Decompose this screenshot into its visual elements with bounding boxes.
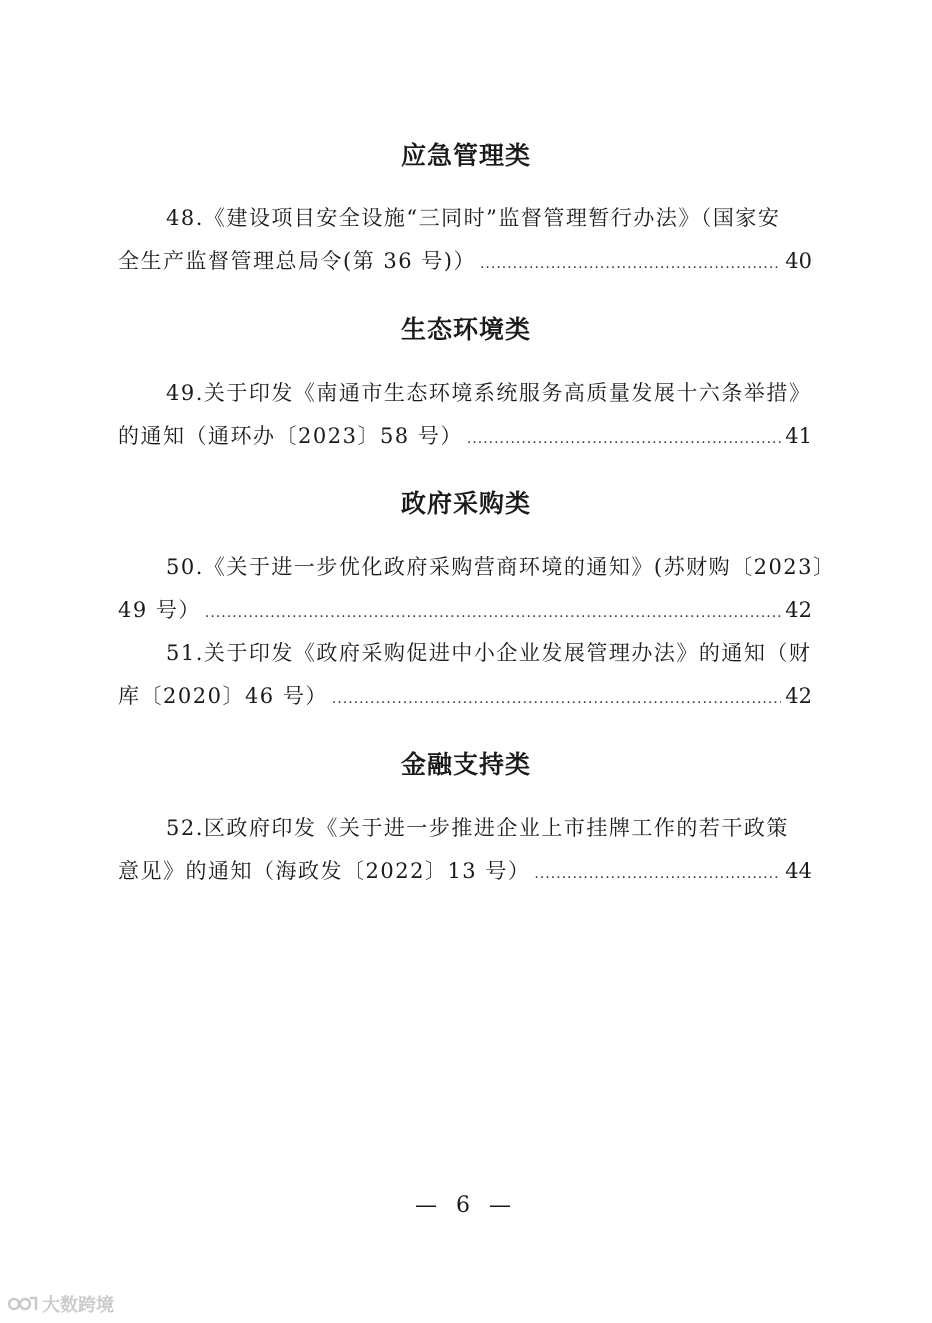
dot-leader [534,850,781,893]
toc-entry-page-number: 42 [785,684,812,708]
dot-leader [480,240,781,283]
toc-entry-page-number: 40 [785,249,812,273]
toc-entry-line1: 48.《建设项目安全设施“三同时”监督管理暂行办法》（国家安 [166,206,781,230]
dot-leader [205,589,781,632]
toc-entry-line1: 49.关于印发《南通市生态环境系统服务高质量发展十六条举措》 [166,381,812,405]
toc-entry-line1: 50.《关于进一步优化政府采购营商环境的通知》(苏财购〔2023〕 [166,555,836,579]
toc-entry-page-number: 42 [785,598,812,622]
toc-entry-50[interactable] [118,546,836,632]
section-title-emergency: 应急管理类 [400,141,531,170]
toc-entry-line2 [118,415,812,458]
toc-entry-page-number: 44 [785,859,812,883]
section-title-ecology: 生态环境类 [400,315,531,344]
toc-entry-52[interactable] [118,807,812,893]
toc-entry-49[interactable] [118,372,812,458]
toc-entry-51[interactable] [118,632,812,718]
toc-entry-line1: 51.关于印发《政府采购促进中小企业发展管理办法》的通知（财 [166,641,812,665]
toc-entry-48[interactable] [118,197,812,283]
toc-entry-page-number: 41 [785,424,812,448]
toc-entry-line2-text: 49 号） [118,598,201,622]
toc-entry-line2-text: 意见》的通知（海政发〔2022〕13 号） [118,859,531,883]
watermark-text: 大数跨境 [42,1295,114,1316]
toc-entry-line2 [118,589,812,632]
toc-entry-line2 [118,850,812,893]
toc-entry-line1: 52.区政府印发《关于进一步推进企业上市挂牌工作的若干政策 [166,816,789,840]
toc-entry-line2-text: 全生产监督管理总局令(第 36 号)） [118,249,476,273]
logo-icon [8,1294,38,1314]
toc-entry-line2-text: 库〔2020〕46 号） [118,684,328,708]
section-title-finance: 金融支持类 [400,750,531,779]
page-number: — 6 — [415,1193,517,1218]
section-title-procurement: 政府采购类 [400,489,531,518]
toc-entry-line2-text: 的通知（通环办〔2023〕58 号） [118,424,463,448]
toc-entry-line2 [118,675,812,718]
dot-leader [332,675,781,718]
dot-leader [467,415,781,458]
toc-entry-line2 [118,240,812,283]
watermark [8,1293,114,1315]
